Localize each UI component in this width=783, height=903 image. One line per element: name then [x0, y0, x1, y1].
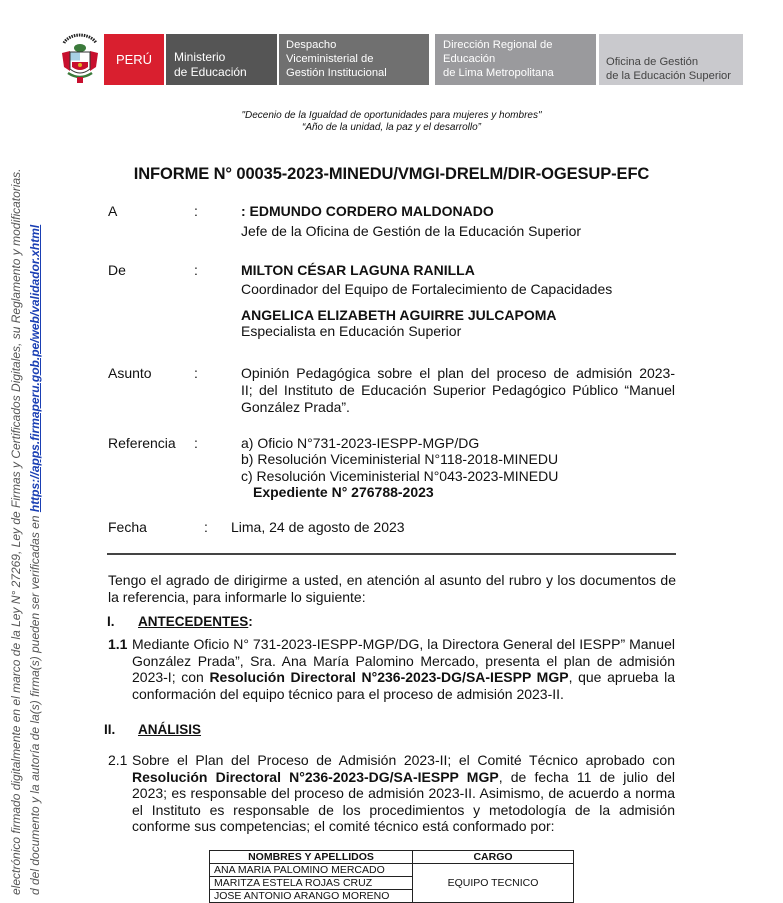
header-direccion-line: de Lima Metropolitana [443, 67, 554, 79]
digital-signature-note [0, 0, 60, 903]
signature-note-text-1: electrónico firmado digitalmente en el marco de la Ley N° 27269, Ley de Firmas y Certificados Digitales, su Reglamento y modificatorias. [9, 168, 23, 895]
item-1-1-text: , que aprueba la conformación del equipo técnico para el proceso de admisión 2023-II. [132, 669, 676, 702]
expediente-number: Expediente N° 276788-2023 [253, 484, 434, 500]
item-2-1-paragraph [132, 752, 675, 835]
asunto-line: II; del Instituto de Educación Superior Pedagógico Público “Manuel [241, 382, 675, 398]
item-2-1-resolution: Resolución Directoral N°236-2023-DG/SA-IESPP MGP [132, 768, 499, 785]
reference-item: b) Resolución Viceministerial N°118-2018-MINEDU [241, 451, 559, 467]
member-name: ANA MARIA PALOMINO MERCADO [210, 864, 413, 877]
section-1-heading [138, 614, 253, 629]
sender-name-1: MILTON CÉSAR LAGUNA RANILLA [241, 262, 475, 278]
reference-item: c) Resolución Viceministerial N°043-2023-MINEDU [241, 468, 559, 484]
asunto-line: González Prada”. [241, 399, 350, 415]
coat-of-arms-icon [58, 31, 102, 85]
item-2-1-number: 2.1 [108, 752, 128, 768]
section-2-number: II. [104, 722, 116, 737]
header-peru-block [104, 34, 164, 85]
field-label-asunto: Asunto [108, 365, 152, 381]
reference-item: a) Oficio N°731-2023-IESPP-MGP/DG [241, 435, 480, 451]
sender-role-2: Especialista en Educación Superior [241, 323, 462, 339]
document-date: Lima, 24 de agosto de 2023 [231, 519, 405, 535]
header-ministerio-line: de Educación [174, 65, 247, 79]
signature-note-line-2 [28, 225, 42, 895]
validator-link[interactable]: https://apps.firmaperu.gob.pe/web/validador.xhtml [28, 224, 42, 513]
field-colon-asunto: : [194, 365, 198, 381]
header-direccion-line: Educación [443, 53, 496, 65]
section-2-title: ANÁLISIS [138, 722, 202, 737]
item-2-1-text: Sobre el Plan del Proceso de Admisión 2023-II; el Comité Técnico aprobado con [132, 752, 675, 768]
header-despacho-line: Gestión Institucional [286, 67, 387, 79]
header-divider [107, 553, 676, 555]
table-header-row [210, 851, 574, 864]
field-colon-a: : [194, 203, 198, 219]
item-1-1-paragraph [132, 636, 675, 702]
motto-anio: “Año de la unidad, la paz y el desarrollo” [302, 122, 481, 133]
item-1-1-resolution: Resolución Directoral N°236-2023-DG/SA-IESPP MGP [209, 669, 569, 685]
peru-coat-of-arms-logo [58, 31, 102, 85]
field-label-a: A [108, 203, 118, 219]
field-colon-fecha: : [204, 519, 208, 535]
member-cargo: EQUIPO TECNICO [413, 864, 574, 903]
section-1-title: ANTECEDENTES [138, 614, 249, 629]
header-despacho-line: Despacho [286, 39, 337, 51]
table-row [210, 864, 574, 877]
field-label-fecha: Fecha [108, 519, 147, 535]
header-oficina-line: Oficina de Gestión [606, 56, 699, 68]
field-label-de: De [108, 262, 126, 278]
committee-table [209, 850, 574, 903]
section-1-title-suffix: : [248, 614, 253, 629]
column-header-cargo: CARGO [413, 851, 574, 864]
member-name: MARITZA ESTELA ROJAS CRUZ [210, 877, 413, 890]
item-1-1-number: 1.1 [108, 636, 128, 652]
header-despacho-block [279, 34, 429, 85]
section-2-heading [138, 722, 201, 737]
header-despacho-line: Viceministerial de [286, 53, 374, 65]
header-direccion-line: Dirección Regional de [443, 39, 553, 51]
header-direccion-block [435, 34, 596, 85]
intro-paragraph: Tengo el agrado de dirigirme a usted, en atención al asunto del rubro y los documentos de la referencia, para informarle lo siguiente: [108, 572, 676, 605]
signature-note-text-2: d del documento y la autoría de la(s) firma(s) pueden ser verificadas en [28, 512, 42, 895]
field-colon-referencia: : [194, 435, 198, 451]
asunto-line: Opinión Pedagógica sobre el plan del proceso de admisión 2023- [241, 365, 675, 381]
header-ministerio-block [166, 34, 277, 85]
item-1-1-text: Mediante Oficio N° 731-2023-IESPP-MGP/DG, la Directora General del IESPP” Manuel González Prada”, Sra. Ana María Palomino Mercado, presenta el plan de admisión 2023-I; con [132, 636, 675, 685]
item-2-1-text: , de fecha 11 de julio del 2023; es responsable del proceso de admisión 2023-II. Asimismo, de acuerdo a norma el Instituto es responsable de los procedimientos y metodología de la admisión conforme sus competencias; el comité técnico está conformado por: [132, 768, 675, 834]
header-peru-label: PERÚ [115, 51, 153, 67]
recipient-role: Jefe de la Oficina de Gestión de la Educación Superior [241, 223, 582, 239]
sender-role-1: Coordinador del Equipo de Fortalecimiento de Capacidades [241, 281, 613, 297]
field-label-referencia: Referencia [108, 435, 176, 451]
column-header-names: NOMBRES Y APELLIDOS [210, 851, 413, 864]
field-colon-de: : [194, 262, 198, 278]
signature-note-line-1 [9, 169, 23, 895]
header-ministerio-line: Ministerio [174, 50, 226, 64]
motto-decenio: "Decenio de la Igualdad de oportunidades para mujeres y hombres" [241, 110, 542, 121]
recipient-name: : EDMUNDO CORDERO MALDONADO [241, 203, 494, 219]
header-oficina-block [599, 34, 743, 85]
member-name: JOSE ANTONIO ARANGO MORENO [210, 890, 413, 903]
sender-name-2: ANGELICA ELIZABETH AGUIRRE JULCAPOMA [241, 307, 557, 323]
header-oficina-line: de la Educación Superior [606, 70, 732, 82]
section-1-number: I. [107, 614, 115, 629]
document-title: INFORME N° 00035-2023-MINEDU/VMGI-DRELM/DIR-OGESUP-EFC [133, 165, 650, 183]
